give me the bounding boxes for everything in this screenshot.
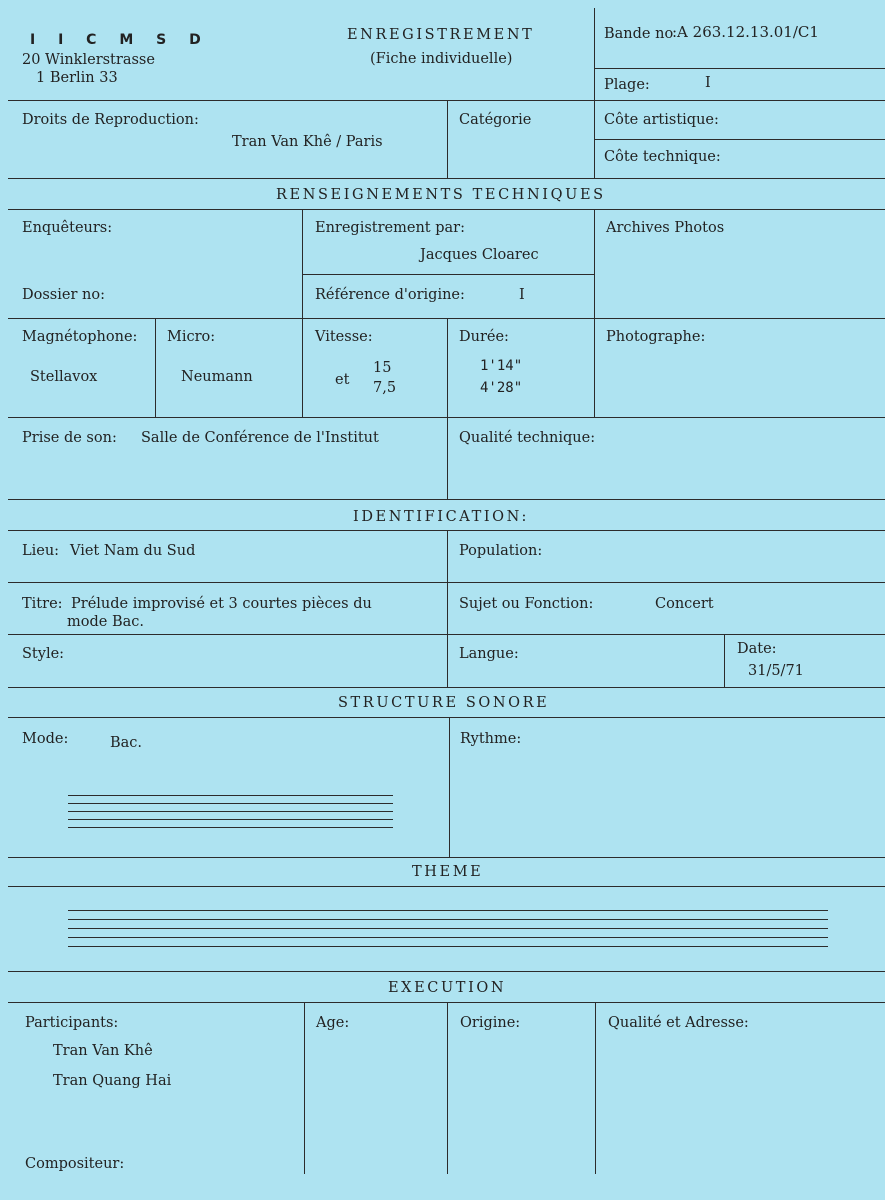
vitesse-label: Vitesse: (315, 329, 373, 345)
age-label: Age: (316, 1015, 350, 1031)
execution-heading: EXECUTION (388, 980, 507, 996)
rule (8, 634, 885, 635)
style-label: Style: (22, 646, 65, 662)
address-street: 20 Winklerstrasse (22, 52, 155, 68)
staff-line (68, 937, 828, 938)
form-title: ENREGISTREMENT (347, 27, 535, 43)
rule (8, 971, 885, 972)
magnetophone-value: Stellavox (30, 369, 98, 385)
duree-value-1: 1'14" (480, 358, 523, 374)
rule (447, 318, 448, 417)
prise-de-son-label: Prise de son: (22, 430, 117, 446)
rule (594, 209, 595, 417)
rule (595, 68, 885, 69)
rule (8, 886, 885, 887)
dossier-label: Dossier no: (22, 287, 105, 303)
droits-label: Droits de Reproduction: (22, 112, 199, 128)
qualite-adresse-label: Qualité et Adresse: (608, 1015, 749, 1031)
rule (594, 100, 595, 178)
sujet-label: Sujet ou Fonction: (459, 596, 594, 612)
titre-value-line2: mode Bac. (67, 614, 144, 630)
org-logo: I I C M S D (30, 32, 210, 48)
vitesse-value-2: 7,5 (373, 380, 397, 396)
rule (8, 857, 885, 858)
structure-heading: STRUCTURE SONORE (338, 695, 550, 711)
staff-line (68, 910, 828, 911)
bande-value: :A 263.12.13.01/C1 (672, 23, 819, 41)
archives-photos-label: Archives Photos (606, 220, 725, 236)
staff-line (68, 827, 393, 828)
rule (595, 139, 885, 140)
enqueteurs-label: Enquêteurs: (22, 220, 113, 236)
rule (595, 1002, 596, 1174)
rule (303, 274, 594, 275)
rule (447, 530, 448, 687)
rule (447, 417, 448, 499)
micro-label: Micro: (167, 329, 216, 345)
rule (8, 687, 885, 688)
rule (8, 209, 885, 210)
magnetophone-label: Magnétophone: (22, 329, 138, 345)
population-label: Population: (459, 543, 543, 559)
cote-technique-label: Côte technique: (604, 149, 721, 165)
staff-line (68, 795, 393, 796)
rule (8, 499, 885, 500)
titre-value-line1: Prélude improvisé et 3 courtes pièces du (71, 596, 372, 612)
compositeur-label: Compositeur: (25, 1156, 125, 1172)
staff-line (68, 819, 393, 820)
duree-label: Durée: (459, 329, 509, 345)
date-label: Date: (737, 641, 777, 657)
date-value: 31/5/71 (748, 663, 804, 679)
theme-heading: THEME (412, 864, 484, 880)
identification-heading: IDENTIFICATION: (353, 509, 529, 525)
staff-line (68, 919, 828, 920)
bande-label: Bande no (604, 26, 674, 42)
reference-label: Référence d'origine: (315, 287, 465, 303)
vitesse-value-1: 15 (373, 360, 392, 376)
prise-de-son-value: Salle de Conférence de l'Institut (141, 430, 379, 446)
droits-value: Tran Van Khê / Paris (232, 134, 383, 150)
mode-label: Mode: (22, 731, 69, 747)
reference-value: I (519, 287, 525, 303)
rule (8, 582, 885, 583)
origine-label: Origine: (460, 1015, 521, 1031)
rule (724, 634, 725, 687)
rule (447, 100, 448, 178)
address-city: 1 Berlin 33 (36, 70, 118, 86)
form-subtitle: (Fiche individuelle) (370, 51, 513, 67)
staff-line (68, 946, 828, 947)
staff-line (68, 811, 393, 812)
mode-value: Bac. (110, 735, 143, 751)
sujet-value: Concert (655, 596, 714, 612)
enregistrement-par-label: Enregistrement par: (315, 220, 465, 236)
photographe-label: Photographe: (606, 329, 706, 345)
participants-label: Participants: (25, 1015, 119, 1031)
micro-value: Neumann (181, 369, 253, 385)
rule (8, 178, 885, 179)
staff-line (68, 928, 828, 929)
rule (594, 8, 595, 100)
langue-label: Langue: (459, 646, 519, 662)
qualite-technique-label: Qualité technique: (459, 430, 596, 446)
rule (447, 1002, 448, 1174)
lieu-value: Viet Nam du Sud (70, 543, 196, 559)
enregistrement-par-value: Jacques Cloarec (420, 247, 539, 263)
rule (304, 1002, 305, 1174)
rythme-label: Rythme: (460, 731, 522, 747)
plage-value: I (705, 75, 711, 91)
staff-line (68, 803, 393, 804)
titre-label: Titre: (22, 596, 63, 612)
vitesse-et: et (335, 372, 350, 388)
plage-label: Plage: (604, 77, 650, 93)
duree-value-2: 4'28" (480, 380, 523, 396)
technical-heading: RENSEIGNEMENTS TECHNIQUES (276, 187, 606, 203)
rule (449, 717, 450, 857)
participant-1: Tran Van Khê (53, 1043, 153, 1059)
rule (155, 318, 156, 417)
cote-artistique-label: Côte artistique: (604, 112, 719, 128)
rule (8, 717, 885, 718)
categorie-label: Catégorie (459, 112, 532, 128)
rule (302, 209, 303, 417)
participant-2: Tran Quang Hai (53, 1073, 172, 1089)
lieu-label: Lieu: (22, 543, 60, 559)
